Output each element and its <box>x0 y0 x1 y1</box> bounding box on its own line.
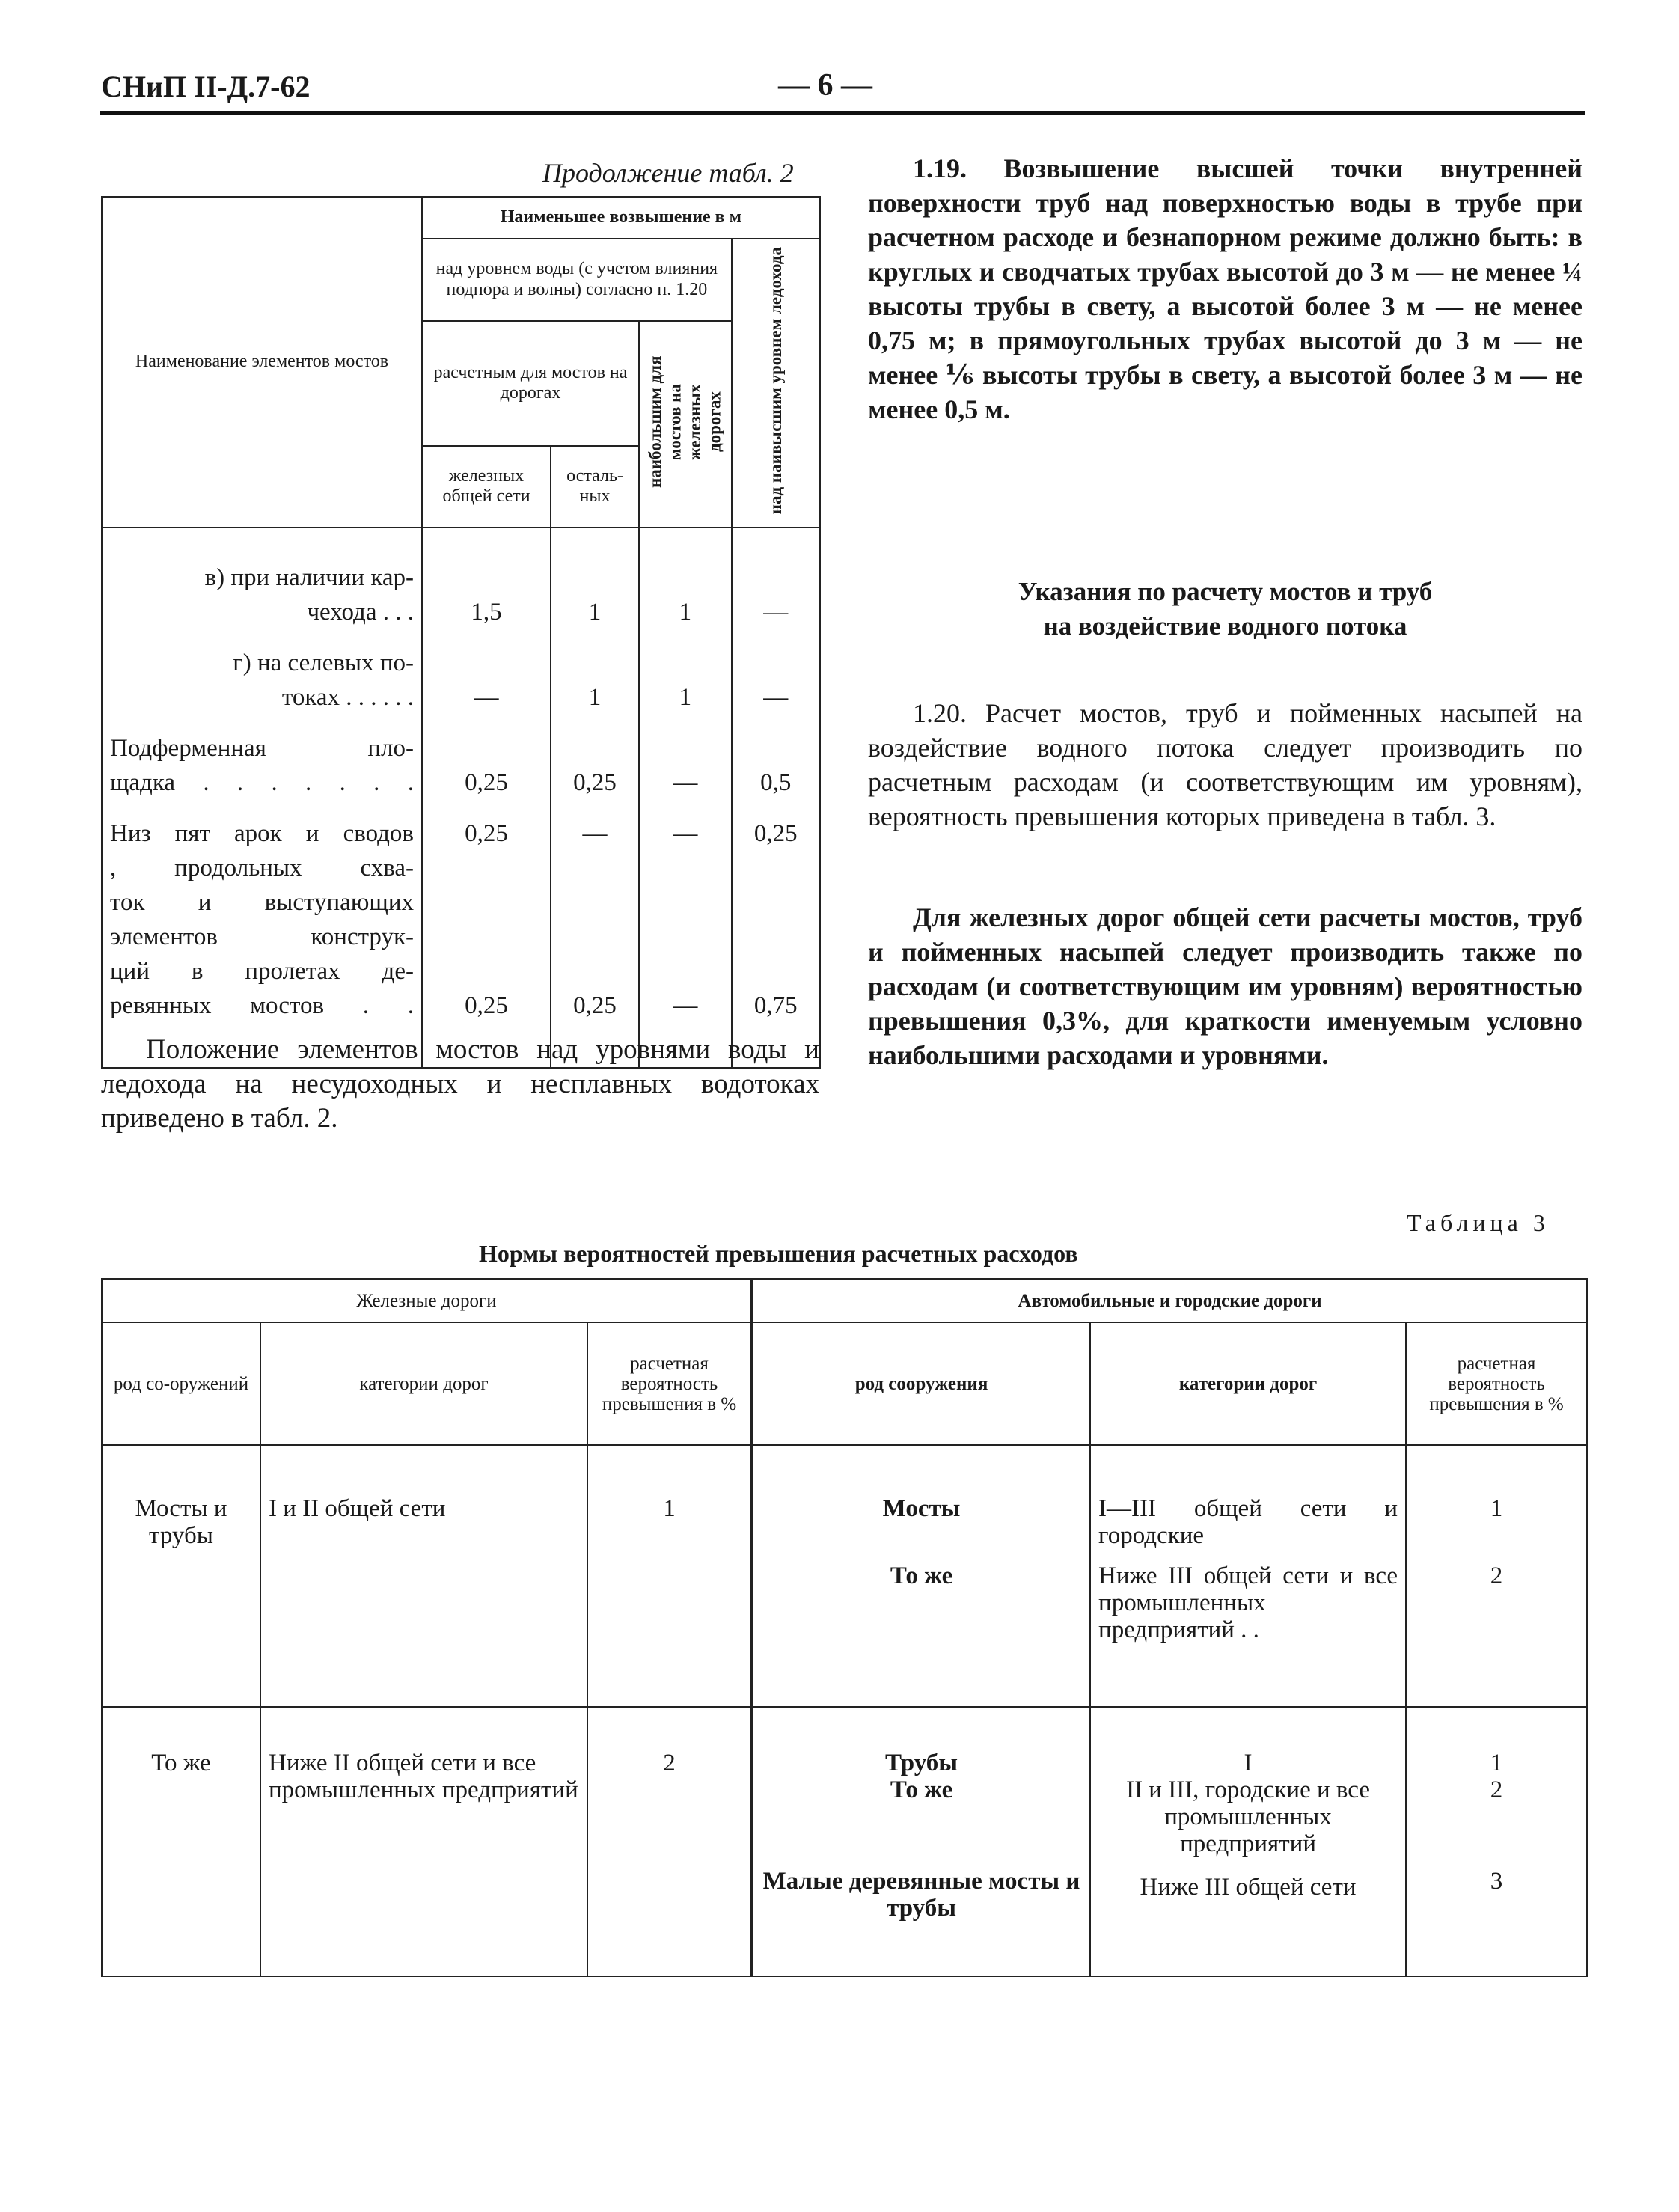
table2-cell: — <box>422 629 551 715</box>
table3 <box>101 1278 1588 1977</box>
table3-label: Таблица 3 <box>1407 1209 1550 1236</box>
table3-cell: 1 2 3 <box>1406 1707 1587 1976</box>
table2-head-highest-rail-text: наибольшим для мостов на железных дорогах <box>646 355 724 488</box>
table2-cell: 0,25 <box>422 715 551 800</box>
table2-row-name: Низ пят арок и сводов , продольных схва- ток и выступающих элементов конструк- ций в пролетах де- ревянных мостов . . <box>102 800 422 1023</box>
table3-head-category-road: категории дорог <box>1090 1322 1406 1445</box>
table2-cell: 1 <box>551 629 639 715</box>
table2 <box>101 196 821 1069</box>
document-code: СНиП II-Д.7-62 <box>101 70 311 103</box>
section-heading: Указания по расчету мостов и труб на воздействие водного потока <box>1018 577 1433 641</box>
table2-note: Положение элементов мостов над уровнями воды и ледохода на несудоходных и несплавных водотоках приведено в табл. 2. <box>101 1034 819 1134</box>
table2-cell: 1 <box>639 560 732 629</box>
table3-cell: То же <box>102 1707 260 1976</box>
table3-group-road: Автомобильные и городские дороги <box>752 1279 1587 1322</box>
table2-head-highest-rail <box>639 321 732 528</box>
table2-head-rail-general: железных общей сети <box>422 446 551 528</box>
header-rule <box>100 111 1585 115</box>
table3-head-probability: расчетная вероятность превышения в % <box>587 1322 752 1445</box>
table2-cell: 1 <box>551 560 639 629</box>
table3-cell: Мосты То же <box>752 1445 1090 1707</box>
table2-row-name: в) при наличии кар- чехода . . . <box>102 560 422 629</box>
table2-cell: 0,25 0,25 <box>422 800 551 1023</box>
table3-cell: 1 2 <box>1406 1445 1587 1707</box>
table2-cell: — <box>732 560 820 629</box>
table2-cell: 0,25 0,75 <box>732 800 820 1023</box>
table2-cell: — 0,25 <box>551 800 639 1023</box>
table3-head-category: категории дорог <box>260 1322 587 1445</box>
table2-head-name: Наименование элементов мостов <box>102 197 422 528</box>
table3-row <box>102 1445 1587 1707</box>
table3-row <box>102 1707 1587 1976</box>
table3-head-type-road: род сооружения <box>752 1322 1090 1445</box>
table2-row-name: г) на селевых по- токах . . . . . . <box>102 629 422 715</box>
table3-cell: 1 <box>587 1445 752 1707</box>
table2-head-ice-text: над наивысшим уровнем ледохода <box>765 247 785 515</box>
table3-cell: Ниже II общей сети и все промышленных предприятий <box>260 1707 587 1976</box>
paragraph-1-20-continued: Для железных дорог общей сети расчеты мостов, труб и пойменных насыпей следует производить также по расходам (и соответствующим им уровням) вероятностью превышения 0,3%, для краткости именуемым условно наибольшими расходами и уровнями. <box>868 902 1582 1070</box>
table2-row-name: Подферменная пло- щадка . . . . . . . <box>102 715 422 800</box>
paragraph-1-19: 1.19. Возвышение высшей точки внутренней поверхности труб над поверхностью воды в трубе при расчетном расходе и безнапорном режиме должно быть: в круглых и сводчатых трубах высотой до 3 м — не менее ¼ высоты трубы в свету, а высотой более 3 м — не менее 0,75 м; в прямоугольных трубах высотой до 3 м — не менее ⅙ высоты трубы в свету, а высотой более 3 м — не менее 0,5 м. <box>868 153 1582 424</box>
table2-head-ice <box>732 239 820 528</box>
table2-cell: 0,25 <box>551 715 639 800</box>
page-number: — 6 — <box>778 68 872 103</box>
table3-group-rail: Железные дороги <box>102 1279 752 1322</box>
table2-head-min-rise: Наименьшее возвышение в м <box>422 197 820 239</box>
table2-cell: — <box>732 629 820 715</box>
table3-cell: 2 <box>587 1707 752 1976</box>
table2-cell: — <box>639 715 732 800</box>
table2-head-calc-bridges: расчетным для мостов на дорогах <box>422 321 639 446</box>
table2-cell: 0,5 <box>732 715 820 800</box>
table3-cell: Трубы То же Малые деревянные мосты и трубы <box>752 1707 1090 1976</box>
table3-cell: I и II общей сети <box>260 1445 587 1707</box>
table2-head-other: осталь-ных <box>551 446 639 528</box>
table2-head-above-water: над уровнем воды (с учетом влияния подпора и волны) согласно п. 1.20 <box>422 239 732 321</box>
table3-cell: I II и III, городские и все промышленных предприятий Ниже III общей сети <box>1090 1707 1406 1976</box>
table3-head-probability-road: расчетная вероятность превышения в % <box>1406 1322 1587 1445</box>
table2-cell: 1,5 <box>422 560 551 629</box>
table2-cell: 1 <box>639 629 732 715</box>
table2-cell: — — <box>639 800 732 1023</box>
table3-cell: I—III общей сети и городские Ниже III общей сети и все промышленных предприятий . . <box>1090 1445 1406 1707</box>
table3-head-type: род со-оружений <box>102 1322 260 1445</box>
table3-title: Нормы вероятностей превышения расчетных расходов <box>479 1240 1078 1267</box>
table2-caption: Продолжение табл. 2 <box>542 158 794 188</box>
paragraph-1-20: 1.20. Расчет мостов, труб и пойменных насыпей на воздействие водного потока следует производить по расчетным расходам (и соответствующим им уровням), вероятность превышения которых приведена в табл. 3. <box>868 698 1582 831</box>
table3-cell: Мосты и трубы <box>102 1445 260 1707</box>
